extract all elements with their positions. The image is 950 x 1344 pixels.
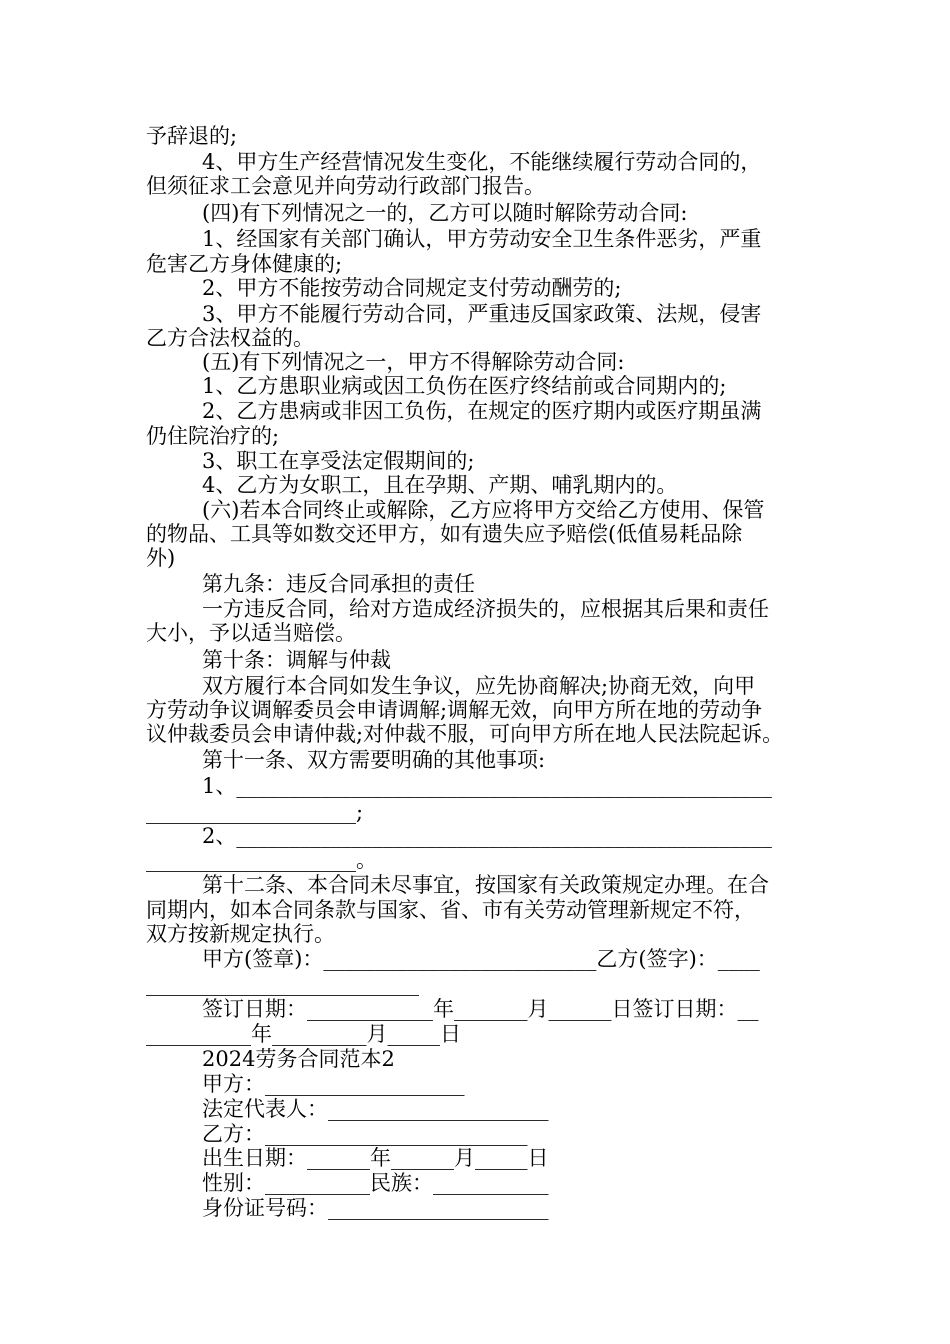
text-line: 同期内，如本合同条款与国家、省、市有关劳动管理新规定不符， <box>146 898 755 922</box>
signature-line: 甲方(签章)：__________________________乙方(签字)：____ <box>202 947 760 971</box>
text-line: 2、甲方不能按劳动合同规定支付劳动酬劳的; <box>202 276 622 300</box>
section-heading: 第九条：违反合同承担的责任 <box>202 572 475 596</box>
text-line: 双方按新规定执行。 <box>146 922 335 946</box>
text-line: 一方违反合同，给对方造成经济损失的，应根据其后果和责任 <box>202 597 769 621</box>
text-line: 的物品、工具等如数交还甲方，如有遗失应予赔偿(低值易耗品除 <box>146 522 743 546</box>
text-line: (五)有下列情况之一，甲方不得解除劳动合同: <box>202 350 625 374</box>
form-field-line: 性别：__________民族：___________ <box>202 1171 549 1195</box>
blank-line-item: 2、___________________________________________________ <box>202 824 772 848</box>
date-line: __________年_________月_____日 <box>146 1022 461 1046</box>
text-line: 议仲裁委员会申请仲裁;对仲裁不服，可向甲方所在地人民法院起诉。 <box>146 722 784 746</box>
form-field-line: 甲方：___________________ <box>202 1072 465 1096</box>
signature-line: __________________________ <box>146 972 419 996</box>
text-line: (六)若本合同终止或解除，乙方应将甲方交给乙方使用、保管 <box>202 498 765 522</box>
text-line: 4、乙方为女职工，且在孕期、产期、哺乳期内的。 <box>202 473 678 497</box>
text-line: 3、甲方不能履行劳动合同，严重违反国家政策、法规，侵害 <box>202 302 762 326</box>
text-line: 3、职工在享受法定假期间的; <box>202 449 475 473</box>
document-title: 2024劳务合同范本2 <box>202 1047 395 1071</box>
text-line: 但须征求工会意见并向劳动行政部门报告。 <box>146 174 545 198</box>
text-line: 乙方合法权益的。 <box>146 326 314 350</box>
text-line: 方劳动争议调解委员会申请调解;调解无效，向甲方所在地的劳动争 <box>146 698 763 722</box>
text-line: 危害乙方身体健康的; <box>146 252 343 276</box>
text-line: 2、乙方患病或非因工负伤，在规定的医疗期内或医疗期虽满 <box>202 399 762 423</box>
form-field-line: 乙方：_________________________ <box>202 1122 528 1146</box>
text-line: 第十二条、本合同未尽事宜，按国家有关政策规定办理。在合 <box>202 873 769 897</box>
text-line: (四)有下列情况之一的，乙方可以随时解除劳动合同: <box>202 201 688 225</box>
blank-line-item: 1、___________________________________________________ <box>202 774 772 798</box>
text-line: 1、乙方患职业病或因工负伤在医疗终结前或合同期内的; <box>202 374 727 398</box>
text-line: 双方履行本合同如发生争议，应先协商解决;协商无效，向甲 <box>202 674 756 698</box>
date-line: 签订日期：____________年_______月______日签订日期：__ <box>202 997 759 1021</box>
text-line: 仍住院治疗的; <box>146 424 280 448</box>
form-field-line: 法定代表人：_____________________ <box>202 1097 549 1121</box>
form-field-line: 身份证号码：_____________________ <box>202 1196 549 1220</box>
blank-line-item: ____________________; <box>146 800 364 824</box>
section-heading: 第十条：调解与仲裁 <box>202 648 391 672</box>
form-field-line: 出生日期：______年______月_____日 <box>202 1146 549 1170</box>
section-heading: 第十一条、双方需要明确的其他事项: <box>202 748 546 772</box>
text-line: 外) <box>146 546 176 570</box>
text-line: 1、经国家有关部门确认，甲方劳动安全卫生条件恶劣，严重 <box>202 227 762 251</box>
text-line: 4、甲方生产经营情况发生变化，不能继续履行劳动合同的， <box>202 150 762 174</box>
blank-line-item: ____________________。 <box>146 848 377 872</box>
text-line: 大小，予以适当赔偿。 <box>146 621 356 645</box>
text-line: 予辞退的; <box>146 124 238 148</box>
